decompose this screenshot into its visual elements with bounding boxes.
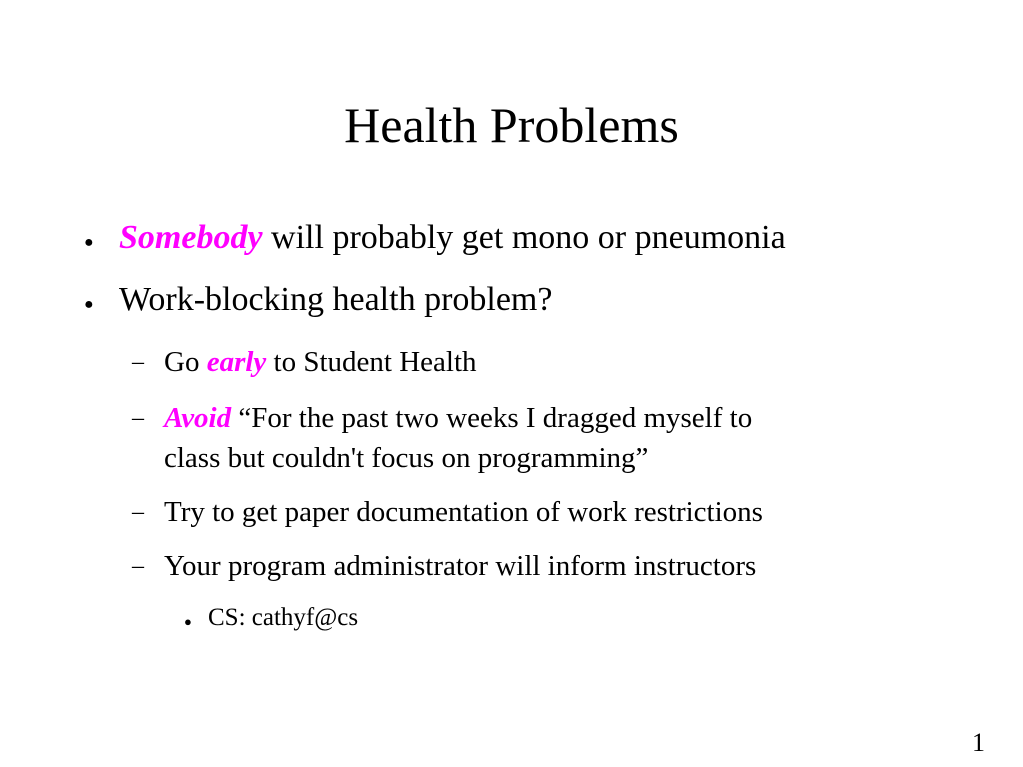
round-bullet-icon: ● [184, 614, 192, 629]
page-number: 1 [972, 728, 985, 757]
sub-bullet-2-text: “For the past two weeks I dragged myself to [231, 402, 753, 434]
bullet-1-emphasis: Somebody [119, 219, 263, 256]
round-bullet-icon: ● [84, 234, 94, 251]
sub-bullet-3: Try to get paper documentation of work restrictions [164, 496, 763, 528]
bullet-2: Work-blocking health problem? [119, 281, 553, 318]
sub-bullet-2-line-2: class but couldn't focus on programming” [164, 442, 649, 474]
dash-icon: – [132, 553, 144, 579]
sub-bullet-2-emphasis: Avoid [164, 402, 232, 434]
bullet-1-text: will probably get mono or pneumonia [262, 219, 786, 256]
sub-bullet-1 [164, 345, 477, 379]
sub-bullet-1-post: to Student Health [266, 346, 477, 378]
dash-icon: – [132, 405, 144, 431]
sub-bullet-1-pre: Go [164, 346, 207, 378]
sub-sub-bullet-1: CS: cathyf@cs [208, 604, 359, 631]
round-bullet-icon: ● [84, 296, 94, 313]
sub-bullet-2-line-1 [164, 401, 752, 435]
bullet-1 [119, 218, 786, 258]
sub-bullet-1-emphasis: early [206, 346, 267, 378]
slide-title: Health Problems [344, 97, 679, 153]
dash-icon: – [132, 349, 144, 375]
dash-icon: – [132, 499, 144, 525]
sub-bullet-4: Your program administrator will inform instructors [164, 550, 757, 582]
